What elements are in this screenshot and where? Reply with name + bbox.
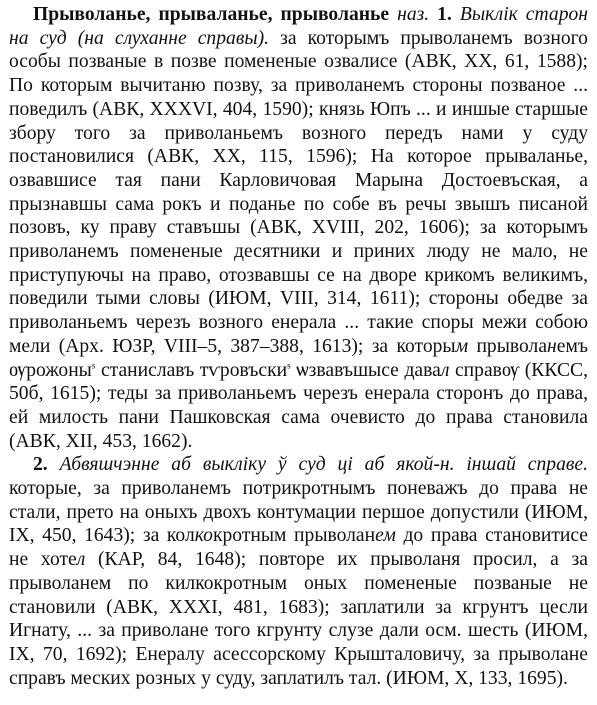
part-of-speech: наз. [397,4,430,25]
sense-1-paragraph [9,3,588,453]
sense-2-paragraph [9,453,588,690]
sense-2-definition: Абвяшчэнне аб выкліку ў суд ці аб якой-н. іншай справе. [59,454,588,476]
sense-2-number: 2. [33,454,48,476]
headword: Прыволанье, прываланье, прыволанье [33,4,390,25]
sense-1-definition: Выклік старон на суд (на слуханне справы). [9,4,589,49]
sense-2-citations: которые, за приволанемъ потрикротнымъ поневажъ до права не стали, прето на оныхъ двохъ контумации першое допустили (ИЮМ, IX, 450, 1643); за колкокротным прыволанем до права становитисе не хотел (КАР, 84, 1648); повторе их прыволаня просил, а за прыволанем по килкокротным оных помененые позваные не становили (АВК, XXXI, 481, 1683); заплатили за кгрунтъ цесли Игнату, ... за приволане того кгрунту слузе дали осм. шесть (ИЮМ, IX, 70, 1692); Енералу асессорскому Крышталовичу, за прыволане справъ меских розных у суду, заплатилъ тал. (ИЮМ, X, 133, 1695). [9,478,589,689]
sense-1-number: 1. [437,4,452,25]
sense-1-citations: за которымъ прыволанемъ возного особы позваные в позве помененые озвалисе (АВК, XX, 61, 1588); По которым вычитаню позву, за приволанемъ стороны позваное ... поведилъ (АВК, XXXVI, 404, 1590); князь Юпъ ... и иншые старшые збору того за приволаньемъ возного передъ нами у суду постановилися (АВК, XX, 115, 1596); На которое прываланье, озвавшисе тая пани Карловичовая Марына Достоевъская, а прызнавшы сама рокъ и поданье по собе въ речы звышъ писаной позовъ, ку праву ставъшы (АВК, XVIII, 202, 1606); за которымъ приволанемъ помененые десятники и приних люду не мало, не приступуючы на право, отозвавшы се на дворе крикомъ великимъ, поведили тыми словы (ИЮМ, VIII, 314, 1611); стороны обедве за приволаньемъ черезъ возного енерала ... такие споры межи собою мели (Арх. ЮЗР, VIII–5, 387–388, 1613); за которым прыволанемъ ѹрожоны$^s$ станиславъ тѵровъски$^s$ ѡзвавъшысе давал справѹ (ККСС, 50б, 1615); теды за приволаньемъ черезъ енерала сторонъ до права, ей милость пани Пашковская сама очевисто до права становила (АВК, XII, 453, 1662). [9,27,588,452]
